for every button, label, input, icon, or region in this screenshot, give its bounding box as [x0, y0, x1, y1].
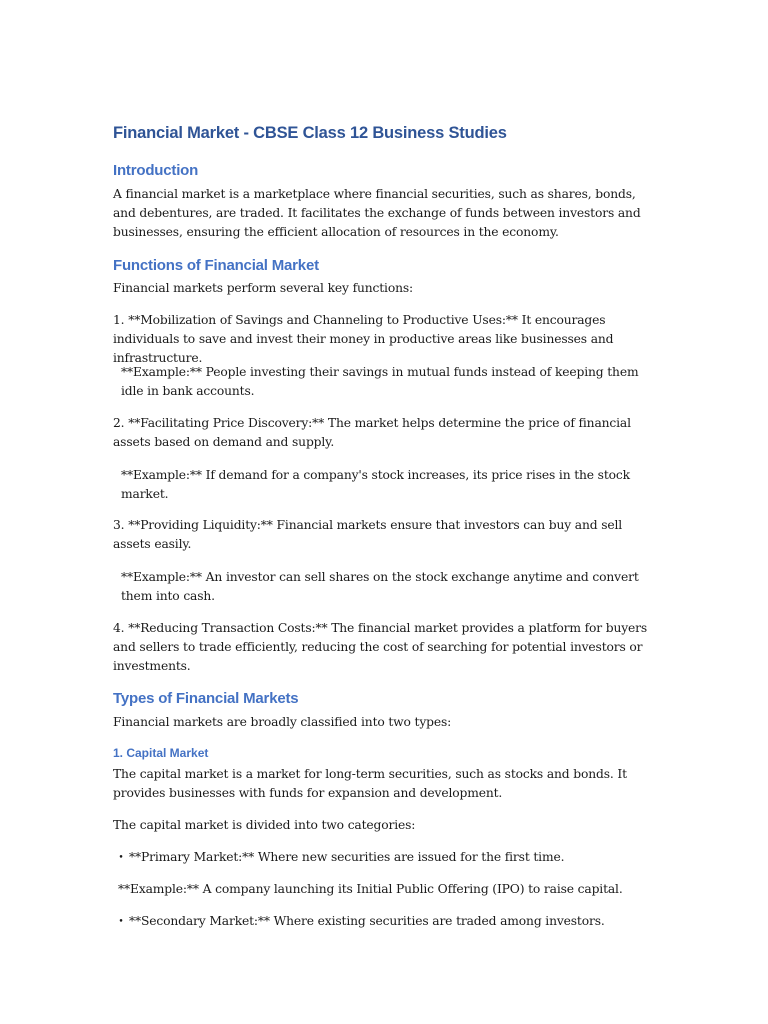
list-item-primary-market	[113, 848, 658, 868]
function-item-2-example: **Example:** If demand for a company's stock increases, its price rises in the stock market.	[121, 468, 630, 501]
heading-introduction: Introduction	[113, 162, 199, 179]
function-item-4: 4. **Reducing Transaction Costs:** The financial market provides a platform for buyers and sellers to trade efficiently, reducing the cost of searching for potential investors or investments.	[113, 621, 648, 673]
heading-types: Types of Financial Markets	[113, 690, 299, 707]
introduction-paragraph: A financial market is a marketplace where financial securities, such as shares, bonds, and debentures, are traded. It facilitates the exchange of funds between investors and businesses, ensuring the efficient allocation of resources in the economy.	[113, 187, 641, 239]
function-item-1-example: **Example:** People investing their savings in mutual funds instead of keeping them idle in bank accounts.	[121, 365, 639, 398]
function-item-1: 1. **Mobilization of Savings and Channeling to Productive Uses:** It encourages individuals to save and invest their money in productive areas like businesses and infrastructure.	[113, 313, 614, 365]
list-item-text: **Secondary Market:** Where existing securities are traded among investors.	[129, 914, 605, 928]
heading-functions: Functions of Financial Market	[113, 257, 319, 274]
capital-market-paragraph: The capital market is a market for long-term securities, such as stocks and bonds. It provides businesses with funds for expansion and development.	[113, 767, 627, 800]
list-item-text: **Primary Market:** Where new securities are issued for the first time.	[129, 850, 565, 864]
capital-market-categories-intro: The capital market is divided into two categories:	[113, 818, 416, 832]
heading-capital-market: 1. Capital Market	[113, 746, 209, 760]
function-item-3: 3. **Providing Liquidity:** Financial markets ensure that investors can buy and sell assets easily.	[113, 518, 623, 551]
bullet-icon: •	[118, 917, 124, 927]
primary-market-example: **Example:** A company launching its Initial Public Offering (IPO) to raise capital.	[118, 882, 623, 896]
bullet-icon: •	[118, 853, 124, 863]
types-intro: Financial markets are broadly classified into two types:	[113, 715, 452, 729]
function-item-3-example: **Example:** An investor can sell shares on the stock exchange anytime and convert them into cash.	[121, 570, 639, 603]
functions-intro: Financial markets perform several key functions:	[113, 281, 413, 295]
list-item-secondary-market	[113, 912, 658, 932]
document-title: Financial Market - CBSE Class 12 Business Studies	[113, 124, 507, 142]
function-item-2: 2. **Facilitating Price Discovery:** The market helps determine the price of financial assets based on demand and supply.	[113, 416, 631, 449]
